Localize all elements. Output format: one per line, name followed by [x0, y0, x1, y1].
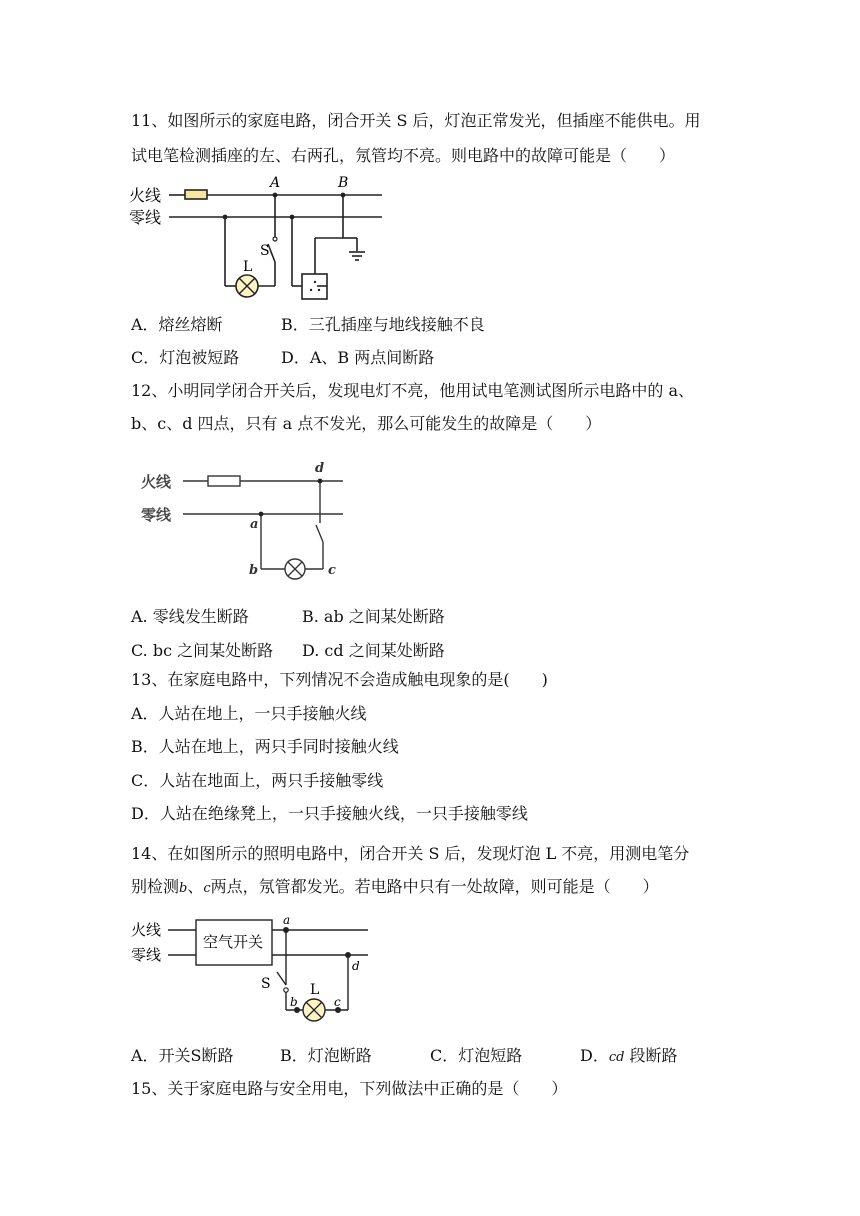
- q12-point-b: b: [249, 563, 259, 578]
- q14-point-b-inline: b: [179, 881, 188, 896]
- q14-separator: 、: [187, 877, 204, 896]
- q14-live-label: 火线: [131, 921, 162, 939]
- q14-point-a: a: [283, 913, 291, 927]
- q12-circuit-diagram: [138, 455, 353, 585]
- q11-option-b: B．三孔插座与地线接触不良: [281, 315, 485, 334]
- q11-point-A: A: [270, 175, 281, 191]
- q11-stem-line1: 11、如图所示的家庭电路，闭合开关 S 后，灯泡正常发光，但插座不能供电。用: [131, 111, 701, 130]
- q14-lamp-label: L: [310, 982, 320, 998]
- q14-point-c: c: [334, 995, 341, 1009]
- q14-option-d-prefix: D．: [580, 1046, 609, 1065]
- q14-point-d: d: [352, 959, 360, 973]
- q12-option-c: C. bc 之间某处断路: [131, 641, 274, 660]
- q14-option-d-suffix: 段断路: [624, 1046, 678, 1065]
- q14-breaker-label: 空气开关: [203, 933, 264, 951]
- q14-stem-line1: 14、在如图所示的照明电路中，闭合开关 S 后，发现灯泡 L 不亮，用测电笔分: [131, 844, 690, 863]
- q12-point-d: d: [315, 461, 325, 476]
- q14-neutral-label: 零线: [131, 946, 162, 964]
- q11-neutral-label: 零线: [129, 208, 162, 227]
- q14-segment-cd: cd: [608, 1050, 625, 1065]
- q12-option-d: D. cd 之间某处断路: [302, 641, 445, 660]
- q11-option-c: C．灯泡被短路: [131, 348, 240, 367]
- q11-stem-line2: 试电笔检测插座的左、右两孔，氖管均不亮。则电路中的故障可能是（ ）: [131, 146, 676, 165]
- q13-option-a: A．人站在地上，一只手接触火线: [131, 704, 367, 723]
- q11-lamp-label: L: [243, 259, 253, 275]
- q12-live-label: 火线: [141, 473, 172, 491]
- q14-point-c-inline: c: [203, 881, 211, 896]
- q11-option-d: D．A、B 两点间断路: [281, 348, 435, 367]
- q14-point-b: b: [290, 995, 298, 1009]
- q14-option-b: B．灯泡断路: [280, 1046, 372, 1065]
- q13-option-b: B．人站在地上，两只手同时接触火线: [131, 737, 399, 756]
- q11-point-B: B: [338, 175, 349, 191]
- q13-option-c: C．人站在地面上，两只手接触零线: [131, 771, 384, 790]
- q12-neutral-label: 零线: [141, 506, 172, 524]
- q12-point-c: c: [328, 563, 336, 578]
- q11-option-a: A．熔丝熔断: [131, 315, 223, 334]
- q11-switch-label: S: [260, 243, 270, 259]
- q11-circuit-diagram: [125, 172, 395, 307]
- q12-point-a: a: [250, 517, 259, 532]
- q14-option-a: A．开关S断路: [131, 1046, 234, 1065]
- q14-option-c: C．灯泡短路: [430, 1046, 523, 1065]
- q14-stem-line2-end: 两点，氖管都发光。若电路中只有一处故障，则可能是（ ）: [210, 877, 659, 896]
- q13-stem: 13、在家庭电路中，下列情况不会造成触电现象的是( ): [131, 670, 548, 689]
- q13-option-d: D．人站在绝缘凳上，一只手接触火线，一只手接触零线: [131, 804, 528, 823]
- q11-live-label: 火线: [129, 186, 162, 205]
- q14-stem-line2: [131, 876, 659, 900]
- q12-stem-line1: 12、小明同学闭合开关后，发现电灯不亮，他用试电笔测试图所示电路中的 a、: [131, 381, 694, 400]
- q15-stem: 15、关于家庭电路与安全用电，下列做法中正确的是（ ）: [131, 1079, 568, 1098]
- q14-switch-label: S: [261, 976, 271, 992]
- q14-option-d: [580, 1045, 678, 1069]
- q12-option-b: B. ab 之间某处断路: [302, 607, 445, 626]
- q12-stem-line2: b、c、d 四点，只有 a 点不发光，那么可能发生的故障是（ ）: [131, 414, 602, 433]
- q14-circuit-diagram: [128, 910, 373, 1028]
- q14-stem-line2-start: 别检测: [131, 877, 180, 896]
- q12-option-a: A. 零线发生断路: [131, 607, 249, 626]
